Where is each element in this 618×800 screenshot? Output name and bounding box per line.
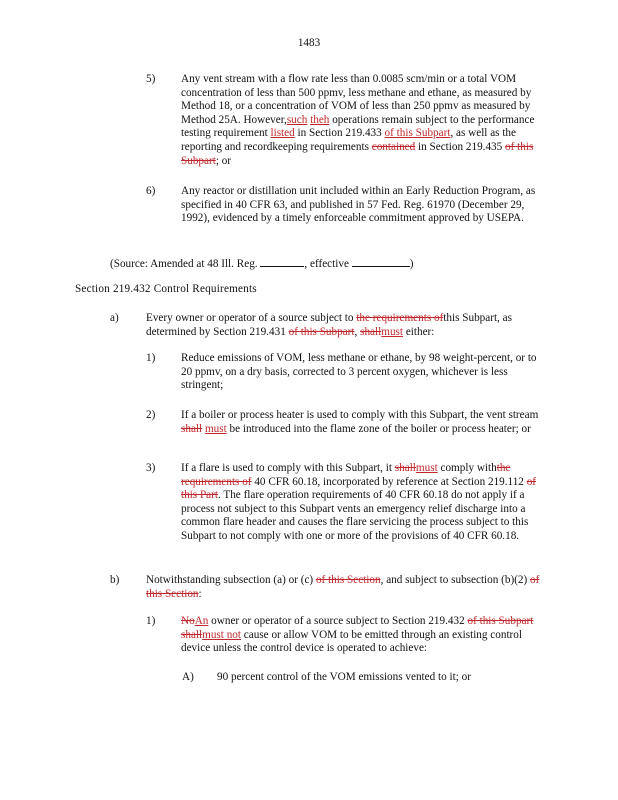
deleted-text: contained [371, 140, 416, 153]
inserted-text: theh [310, 113, 330, 126]
item-number: 2) [146, 409, 156, 421]
inserted-text: listed [270, 127, 295, 140]
deleted-text: of this Subpart shall [181, 615, 534, 641]
item-number: 1) [146, 352, 156, 364]
deleted-text: No [181, 615, 195, 627]
deleted-text: of this Part [181, 475, 537, 502]
item-text: Notwithstanding subsection (a) or (c) of this Section, and subject to subsection (b)(2) of this Section: [146, 574, 540, 600]
item-text: Reduce emissions of VOM, less methane or ethane, by 98 weight-percent, or to 20 ppmv, on a dry basis, corrected to 3 percent oxygen, whichever is less stringent; [181, 352, 537, 392]
inserted-text: An [194, 615, 209, 627]
deleted-text: shall [360, 325, 382, 338]
item-text: Every owner or operator of a source subject to the requirements ofthis Subpart, as determined by Section 219.431 of this Subpart, shallmust either: [146, 312, 512, 338]
section-heading: Section 219.432 Control Requirements [75, 283, 257, 295]
source-note: (Source: Amended at 48 Ill. Reg. , effective ) [110, 258, 414, 270]
blank-line [260, 256, 304, 267]
deleted-text: of this Subpart [181, 140, 534, 167]
deleted-text: the requirements of [181, 462, 511, 488]
blank-line [352, 256, 410, 267]
inserted-text: must [204, 422, 227, 435]
item-number: b) [110, 574, 120, 586]
deleted-text: of this Subpart [288, 325, 355, 338]
item-text: If a boiler or process heater is used to comply with this Subpart, the vent stream shall must be introduced into the flame zone of the boiler or process heater; or [181, 409, 539, 435]
item-text: If a flare is used to comply with this Subpart, it shallmust comply withthe requirements of 40 CFR 60.18, incorporated by reference at Section 219.112 of this Part. The flare operation requirements of 40 CFR 60.18 do not apply if a process not subject to this Subpart vents an emergency relief discharge into a common flare header and causes the flare servicing the process subject to this Subpart to not comply with one or more of the provisions of 40 CFR 60.18. [181, 462, 537, 542]
deleted-text: of this Section [146, 574, 540, 600]
inserted-text: must [415, 462, 438, 474]
inserted-text: such [286, 113, 308, 126]
item-number: A) [182, 671, 194, 683]
deleted-text: of this Section [315, 574, 381, 586]
item-text: Any vent stream with a flow rate less than 0.0085 scm/min or a total VOM concentration of less than 500 ppmv, less methane and ethane, as measured by Method 18, or a concentration of VOM of less than 250 ppmv as measured by Method 25A. However,such theh operations remain subject to the performance testing requirement listed in Section 219.433 of this Subpart, as well as the reporting and recordkeeping requirements contained in Section 219.435 of this Subpart; or [181, 73, 535, 167]
inserted-text: must [381, 325, 404, 338]
deleted-text: the requirements of [356, 312, 444, 324]
page-number: 1483 [297, 37, 321, 49]
item-text: Any reactor or distillation unit included within an Early Reduction Program, as specified in 40 CFR 63, and published in 57 Fed. Reg. 61970 (December 29, 1992), evidenced by a timely enforceable commitment approved by USEPA. [181, 185, 536, 225]
item-number: 5) [146, 73, 156, 85]
item-number: 1) [146, 615, 156, 627]
deleted-text: shall [181, 422, 203, 435]
inserted-text: of this Subpart [384, 127, 451, 140]
item-number: 6) [146, 185, 156, 197]
item-number: a) [110, 312, 119, 324]
deleted-text: shall [394, 462, 416, 474]
item-number: 3) [146, 462, 156, 474]
item-text: NoAn owner or operator of a source subject to Section 219.432 of this Subpart shallmust not cause or allow VOM to be emitted through an existing control device unless the control device is operated to achieve: [181, 615, 534, 655]
inserted-text: must not [202, 628, 241, 641]
item-text: 90 percent control of the VOM emissions vented to it; or [217, 671, 471, 683]
